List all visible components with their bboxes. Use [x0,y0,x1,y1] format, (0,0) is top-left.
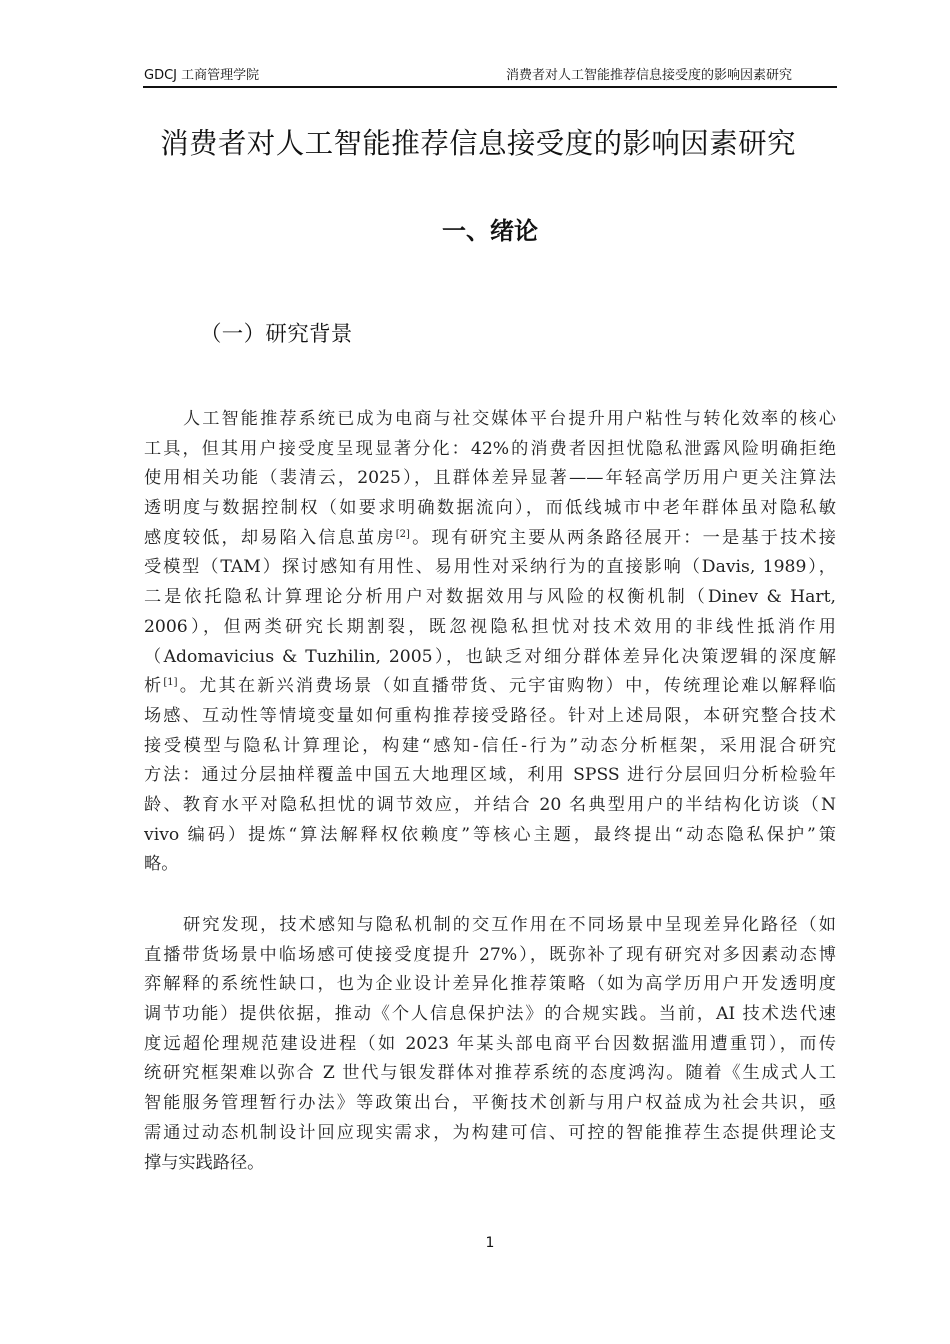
text-line-with-citation [144,672,836,702]
text-line: 撑与实践路径。 [144,1152,265,1173]
paragraph-1 [144,405,836,880]
header-institution: GDCJ 工商管理学院 [144,68,260,83]
text-line: 人工智能推荐系统已成为电商与社交媒体平台提升用户粘性与转化效率的核心 [183,409,836,429]
text-line: 弈解释的系统性缺口，也为企业设计差异化推荐策略（如为高学历用户开发透明度 [144,974,836,995]
text-line: 研究发现，技术感知与隐私机制的交互作用在不同场景中呈现差异化路径（如 [183,915,836,935]
text-line: 度远超伦理规范建设进程（如 2023 年某头部电商平台因数据滥用遭重罚），而传 [144,1033,836,1054]
text-line: 龄、教育水平对隐私担忧的调节效应，并结合 20 名典型用户的半结构化访谈（N [144,794,836,815]
text-fragment: 析 [144,676,164,697]
section-heading: （一）研究背景 [200,322,353,347]
text-fragment: 感度较低，却易陷入信息茧房 [144,527,396,548]
text-line: 受模型（TAM）探讨感知有用性、易用性对采纳行为的直接影响（Davis, 1989）， [144,557,836,578]
header-paper-title: 消费者对人工智能推荐信息接受度的影响因素研究 [505,68,792,83]
text-line: 直播带货场景中临场感可使接受度提升 27%），既弥补了现有研究对多因素动态博 [144,944,836,965]
text-line: 透明度与数据控制权（如要求明确数据流向），而低线城市中老年群体虽对隐私敏 [144,498,836,519]
citation-1[interactable]: [1] [163,677,178,689]
text-line: 接受模型与隐私计算理论，构建“感知-信任-行为”动态分析框架，采用混合研究 [144,735,836,756]
text-line: 使用相关功能（裴清云，2025），且群体差异显著——年轻高学历用户更关注算法 [144,468,836,489]
text-line: vivo 编码）提炼“算法解释权依赖度”等核心主题，最终提出“动态隐私保护”策 [144,824,836,845]
text-fragment: 。尤其在新兴消费场景（如直播带货、元宇宙购物）中，传统理论难以解释临 [177,676,836,697]
text-line: 2006），但两类研究长期割裂，既忽视隐私担忧对技术效用的非线性抵消作用 [144,616,836,637]
page-number: 1 [485,1235,495,1251]
text-line-with-citation [144,524,836,554]
running-header [143,66,837,88]
paragraph-2 [144,911,836,1178]
text-line: 智能服务管理暂行办法》等政策出台，平衡技术创新与用户权益成为社会共识，亟 [144,1093,836,1114]
text-line: 工具，但其用户接受度呈现显著分化：42%的消费者因担忧隐私泄露风险明确拒绝 [144,438,836,459]
text-line: 场感、互动性等情境变量如何重构推荐接受路径。针对上述局限，本研究整合技术 [144,705,836,726]
text-line: 需通过动态机制设计回应现实需求，为构建可信、可控的智能推荐生态提供理论支 [144,1122,836,1143]
text-line: 方法：通过分层抽样覆盖中国五大地理区域，利用 SPSS 进行分层回归分析检验年 [144,765,836,786]
citation-2[interactable]: [2] [395,528,410,540]
document-title: 消费者对人工智能推荐信息接受度的影响因素研究 [160,127,796,160]
text-fragment: 。现有研究主要从两条路径展开：一是基于技术接 [409,527,836,548]
text-line: （Adomavicius & Tuzhilin, 2005），也缺乏对细分群体差异化决策逻辑的深度解 [144,646,836,667]
text-line: 二是依托隐私计算理论分析用户对数据效用与风险的权衡机制（Dinev & Hart, [144,587,836,608]
chapter-heading: 一、绪论 [442,217,538,245]
text-line: 调节功能）提供依据，推动《个人信息保护法》的合规实践。当前，AI 技术迭代速 [144,1004,836,1025]
text-line: 统研究框架难以弥合 Z 世代与银发群体对推荐系统的态度鸿沟。随着《生成式人工 [144,1063,836,1084]
text-line: 略。 [144,854,179,875]
